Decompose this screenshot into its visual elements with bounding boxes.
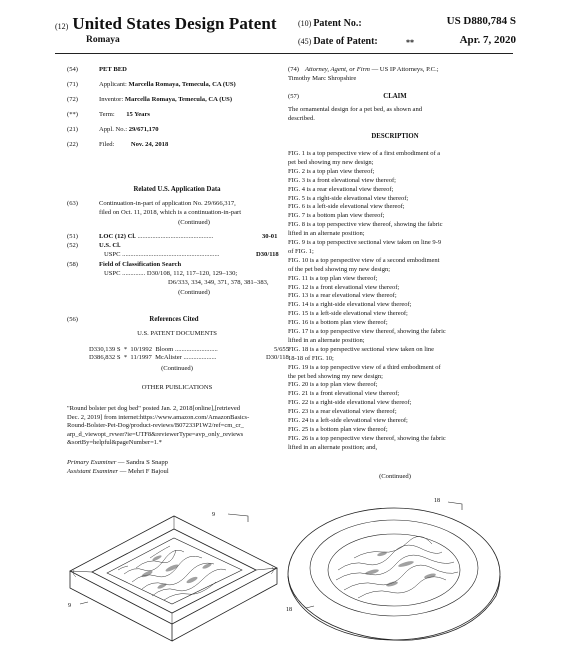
text-line: Dec. 2, 2019] from internet:https://www.amazon.com/AmazonBasics- (67, 413, 250, 421)
text-line: FIG. 2 is a top plan view thereof; (288, 167, 375, 175)
text-line: FIG. 8 is a top perspective view thereof, showing the fabric (288, 221, 443, 229)
text-line: FIG. 11 is a top plan view thereof; (288, 274, 378, 282)
ref-row-1: D330,139 S * 10/1992 Bloom .......................... (89, 346, 218, 353)
claim-line-2: described. (288, 115, 315, 122)
inventor: Inventor: Marcella Romaya, Temecula, CA (US) (99, 96, 233, 103)
field-continued: (Continued) (178, 289, 210, 296)
attorney-code: (74) (288, 66, 299, 73)
patent-header-left (55, 14, 277, 45)
inventor-name: Marcella Romaya, Temecula, CA (US) (124, 96, 233, 103)
loc-value: 30-01 (262, 233, 278, 240)
primary-examiner: Primary Examiner — Sandra S Snapp (67, 459, 168, 466)
text-line: lifted in an alternate position; (288, 336, 365, 344)
related-heading: Related U.S. Application Data (133, 186, 221, 193)
text-line: FIG. 15 is a left-side elevational view thereof; (288, 310, 408, 318)
field-line-2: D6/333, 334, 349, 371, 378, 381–383, (168, 279, 269, 286)
field-label: Field of Classification Search (99, 261, 182, 268)
text-line: FIG. 6 is a left-side elevational view thereof; (288, 203, 405, 211)
text-line: FIG. 9 is a top perspective sectional view taken on line 9-9 (288, 239, 442, 246)
text-line: FIG. 17 is a top perspective view thereof, showing the fabric (288, 328, 446, 335)
applicant-name: Marcella Romaya, Temecula, CA (US) (128, 81, 236, 88)
header-rule (55, 53, 513, 54)
section-label-18a: 18 (434, 498, 440, 504)
text-line: FIG. 16 is a bottom plan view thereof; (288, 319, 388, 327)
date-marker: ** (406, 38, 414, 47)
related-continued: (Continued) (178, 219, 210, 226)
section-label-18b: 18 (286, 607, 292, 613)
text-line: FIG. 23 is a rear elevational view thereof; (288, 408, 397, 416)
patent-date: Apr. 7, 2020 (459, 34, 516, 46)
text-line: FIG. 7 is a bottom plan view thereof; (288, 212, 385, 220)
uscl-code: (52) (67, 242, 78, 249)
doc-code: (12) (55, 22, 69, 31)
square-pet-bed-drawing (52, 488, 292, 668)
text-line: FIG. 3 is a front elevational view thereof; (288, 176, 396, 184)
invention-title: PET BED (99, 66, 127, 73)
text-line: FIG. 4 is a rear elevational view thereof; (288, 185, 394, 193)
attorney-line-2: Timothy Marc Shropshire (288, 75, 357, 82)
text-line: of FIG. 1; (288, 247, 314, 255)
field-code: (58) (67, 261, 78, 268)
application-number: Appl. No.: 29/671,170 (99, 126, 159, 133)
us-patent-docs-heading: U.S. PATENT DOCUMENTS (137, 330, 217, 337)
text-line: lifted in an alternate position; (288, 230, 365, 238)
claim-line-1: The ornamental design for a pet bed, as shown and (288, 106, 423, 113)
text-line: FIG. 21 is a front elevational view thereof; (288, 390, 400, 398)
text-line: FIG. 18 is a top perspective sectional view taken on line (288, 345, 435, 353)
uscl-label: U.S. Cl. (99, 242, 121, 249)
text-line: FIG. 24 is a left-side elevational view thereof; (288, 417, 408, 424)
round-pet-bed-drawing (282, 488, 514, 668)
claim-code: (57) (288, 93, 299, 100)
text-line: &sortBy=helpful&pageNumber=1.* (67, 439, 162, 447)
section-label-9b: 9 (68, 603, 71, 609)
attorney: Attorney, Agent, or Firm — US IP Attorneys, P.C.; (305, 66, 439, 73)
section-label-9a: 9 (212, 512, 215, 518)
term: Term: 15 Years (99, 111, 150, 118)
text-line: FIG. 19 is a top perspective view of a third embodiment of (288, 363, 441, 371)
loc-class: LOC (12) Cl. .............................................. (99, 233, 214, 240)
refs-code: (56) (67, 316, 78, 323)
text-line: pet bed showing my new design; (288, 158, 374, 166)
related-code: (63) (67, 200, 78, 207)
description-continued: (Continued) (379, 473, 411, 480)
text-line: FIG. 13 is a rear elevational view thereof; (288, 292, 397, 300)
related-line-2: filed on Oct. 11, 2018, which is a continuation-in-part (99, 209, 242, 216)
ref-1-class: 5/655 (274, 346, 290, 353)
patent-number: US D880,784 S (446, 15, 516, 27)
refs-continued: (Continued) (161, 365, 193, 372)
text-line: FIG. 22 is a right-side elevational view thereof; (288, 399, 412, 407)
description-heading: DESCRIPTION (371, 133, 419, 140)
date-code: (45) Date of Patent: (298, 36, 378, 47)
text-line: FIG. 26 is a top perspective view thereof, showing the fabric (288, 434, 446, 442)
text-line: of the pet bed showing my new design; (288, 265, 390, 273)
applicant: Applicant: Marcella Romaya, Temecula, CA (US) (99, 81, 236, 88)
inventor-short: Romaya (86, 35, 120, 45)
other-publications-heading: OTHER PUBLICATIONS (141, 384, 213, 391)
text-line: "Round bolster pet dog bed" posted Jan. 2, 2018[online],[retrieved (67, 405, 241, 412)
text-line: FIG. 14 is a right-side elevational view thereof; (288, 301, 412, 309)
ref-2-class: D30/118 (266, 354, 289, 361)
left-column: (54) PET BED (71) Applicant: Marcella Romaya, Temecula, CA (US) (72) Inventor: Marcella Romaya, Temecula, CA (US) (**) Term: 15 Years (21) Appl. No.: 29/671,170 (22) Filed: Nov. 24, 2018 (67, 66, 236, 148)
text-line: FIG. 1 is a top perspective view of a first embodiment of a (288, 150, 441, 157)
text-line: 18-18 of FIG. 10; (288, 354, 334, 362)
text-line: lifted in an alternate position; and, (288, 443, 378, 451)
filed-date: Filed: Nov. 24, 2018 (99, 141, 169, 148)
field-line-1: USPC .............. D30/108, 112, 117–120, 129–130; (104, 270, 238, 277)
patent-title: United States Design Patent (72, 14, 277, 33)
text-line: FIG. 25 is a bottom plan view thereof; (288, 425, 388, 433)
text-line: the pet bed showing my new design; (288, 372, 383, 380)
related-line-1: Continuation-in-part of application No. 29/666,317, (99, 200, 236, 207)
uspc-value: D30/118 (256, 251, 279, 258)
text-line: FIG. 12 is a front elevational view thereof; (288, 283, 400, 291)
claim-heading: CLAIM (383, 93, 407, 100)
assistant-examiner: Assistant Examiner — Mehri F Bajoul (67, 468, 169, 475)
patent-header-right (298, 15, 516, 49)
text-line: FIG. 10 is a top perspective view of a second embodiment (288, 256, 440, 264)
patent-no-code: (10) Patent No.: (298, 18, 362, 29)
text-line: arp_d_viewopt_rvwer?ie=UTF8&reviewerType=avp_only_reviews (67, 430, 244, 438)
ref-row-2: D386,832 S * 11/1997 McAlister .................... (89, 354, 217, 361)
text-line: FIG. 5 is a right-side elevational view thereof; (288, 194, 409, 202)
text-line: Round-Bolster-Pet-Dog/product-reviews/B07233P1W2/ref=cm_cr_ (67, 422, 244, 430)
text-line: FIG. 20 is a top plan view thereof; (288, 381, 378, 389)
uspc-line: USPC ........................................................... (104, 251, 220, 258)
loc-code: (51) (67, 233, 78, 240)
refs-heading: References Cited (149, 316, 199, 323)
